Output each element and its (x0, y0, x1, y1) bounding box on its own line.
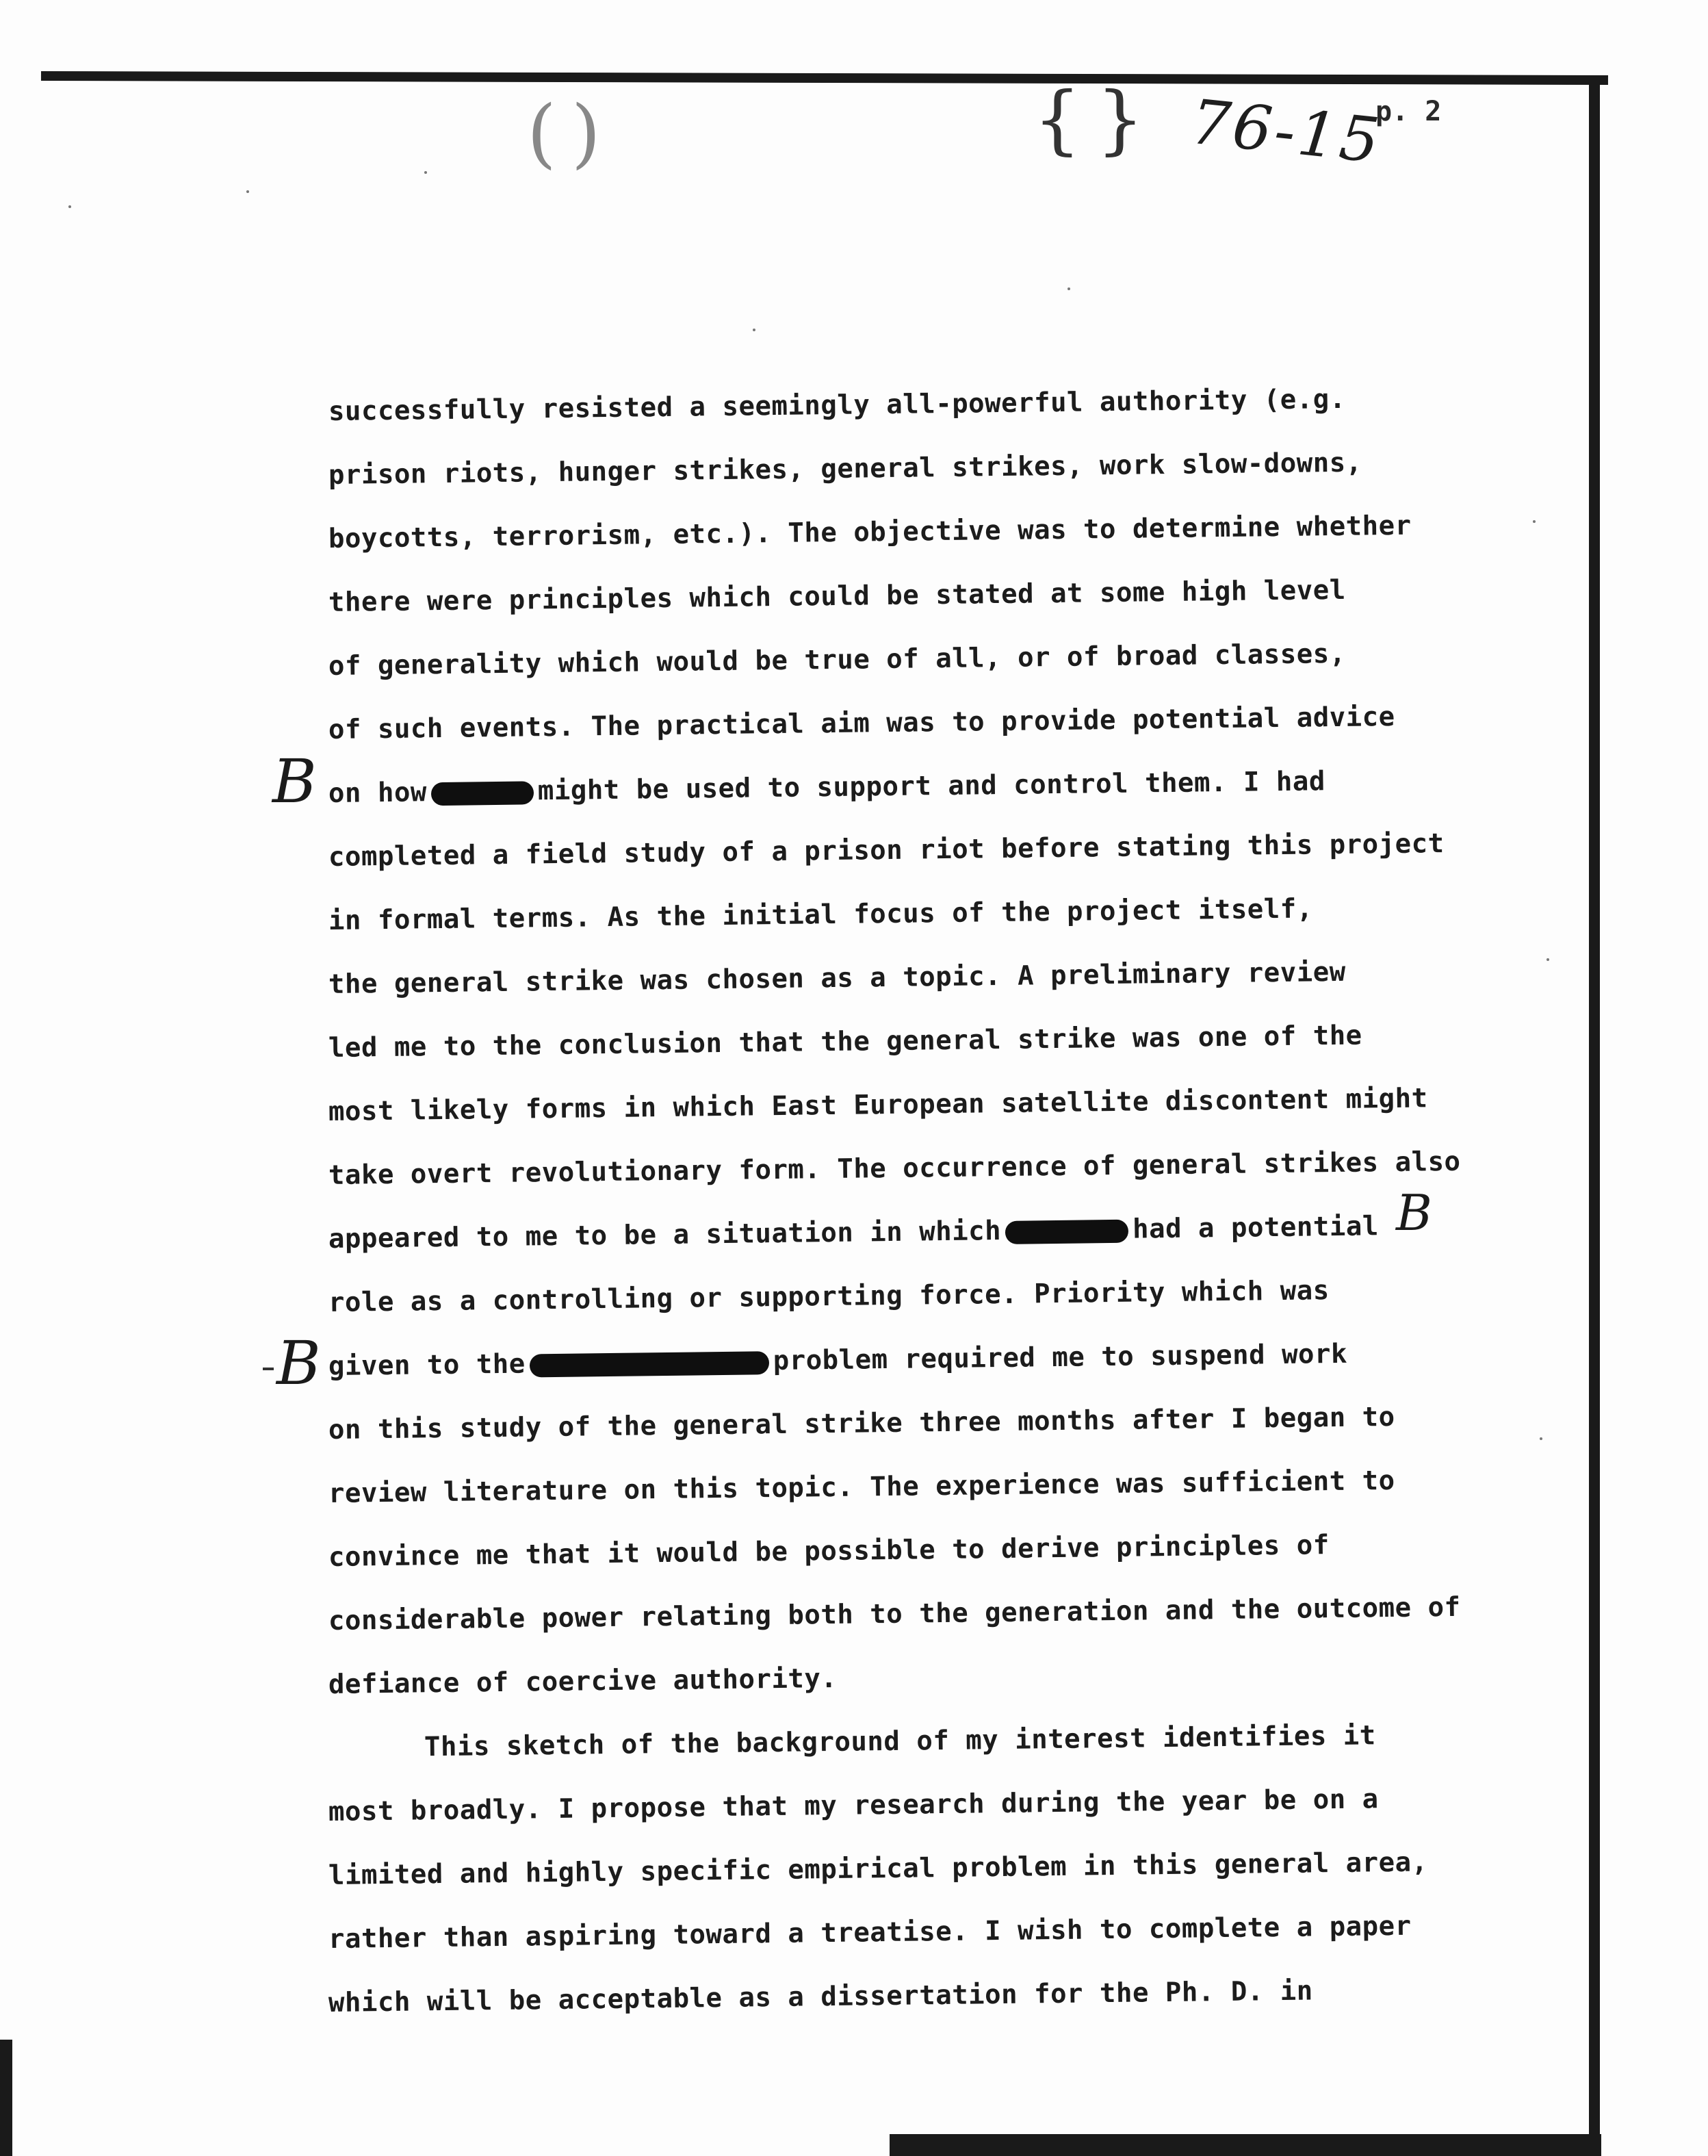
text-line: which will be acceptable as a dissertation for the Ph. D. in (328, 1975, 1313, 2018)
text-line: role as a controlling or supporting force. Priority which was (328, 1275, 1330, 1318)
scan-speck (1533, 520, 1536, 523)
scan-edge-top (41, 71, 1608, 85)
text-line: the general strike was chosen as a topic. A preliminary review (328, 956, 1346, 1000)
margin-dash (263, 1368, 274, 1370)
scan-edge-left (0, 2040, 12, 2156)
page-number: p. 2 (1375, 96, 1442, 127)
text-line: on this study of the general strike three months after I began to (328, 1401, 1395, 1446)
scan-speck (246, 190, 249, 193)
text-line: considerable power relating both to the generation and the outcome of (328, 1591, 1461, 1637)
text-segment: problem required me to suspend work (773, 1338, 1348, 1377)
scan-edge-bottom (890, 2134, 1601, 2156)
margin-mark-b: B (276, 1328, 321, 1398)
scan-speck (68, 205, 71, 208)
text-line: boycotts, terrorism, etc.). The objective was to determine whether (328, 510, 1412, 554)
scan-speck (424, 171, 427, 174)
text-line: limited and highly specific empirical problem in this general area, (328, 1847, 1428, 1891)
redaction-block (431, 781, 534, 806)
text-line: in formal terms. As the initial focus of the project itself, (328, 893, 1313, 936)
text-line: led me to the conclusion that the general strike was one of the (328, 1020, 1362, 1064)
scan-edge-right (1589, 77, 1600, 2156)
text-line: of such events. The practical aim was to provide potential advice (328, 701, 1395, 745)
margin-mark-b: B (272, 746, 317, 817)
text-line: most broadly. I propose that my research during the year be on a (328, 1784, 1379, 1827)
scan-speck (1540, 1437, 1542, 1440)
text-line: rather than aspiring toward a treatise. I wish to complete a paper (328, 1910, 1412, 1955)
redaction-block (1005, 1219, 1128, 1244)
text-segment: on how (328, 777, 428, 809)
text-line: of generality which would be true of all, or of broad classes, (328, 638, 1346, 682)
faint-bracket-mark: ( ) (527, 89, 601, 177)
bracket-mark: { } (1033, 75, 1144, 163)
text-line: successfully resisted a seemingly all-powerful authority (e.g. (328, 383, 1346, 427)
text-line: most likely forms in which East European satellite discontent might (328, 1083, 1428, 1127)
handwritten-document-number: 76-15 (1187, 86, 1386, 178)
text-segment: had a potential (1132, 1211, 1380, 1245)
scan-speck (1068, 287, 1070, 290)
text-line: there were principles which could be stated at some high level (328, 574, 1346, 618)
text-line: review literature on this topic. The experience was sufficient to (328, 1465, 1395, 1509)
body-text (328, 380, 1461, 2035)
text-line: prison riots, hunger strikes, general strikes, work slow-downs, (328, 447, 1362, 491)
text-segment: might be used to support and control them. I had (537, 766, 1326, 807)
scan-speck (1547, 958, 1549, 961)
redaction-block (530, 1351, 769, 1377)
text-segment: given to the (328, 1348, 526, 1382)
text-line: This sketch of the background of my interest identifies it (424, 1720, 1377, 1763)
text-line: defiance of coercive authority. (328, 1663, 838, 1700)
scan-speck (753, 329, 755, 331)
text-line: completed a field study of a prison riot before stating this project (328, 828, 1445, 873)
text-segment: appeared to me to be a situation in which (328, 1215, 1002, 1255)
text-line: take overt revolutionary form. The occurrence of general strikes also (328, 1146, 1461, 1191)
margin-mark-b: B (1396, 1184, 1432, 1242)
text-line: convince me that it would be possible to derive principles of (328, 1530, 1330, 1573)
